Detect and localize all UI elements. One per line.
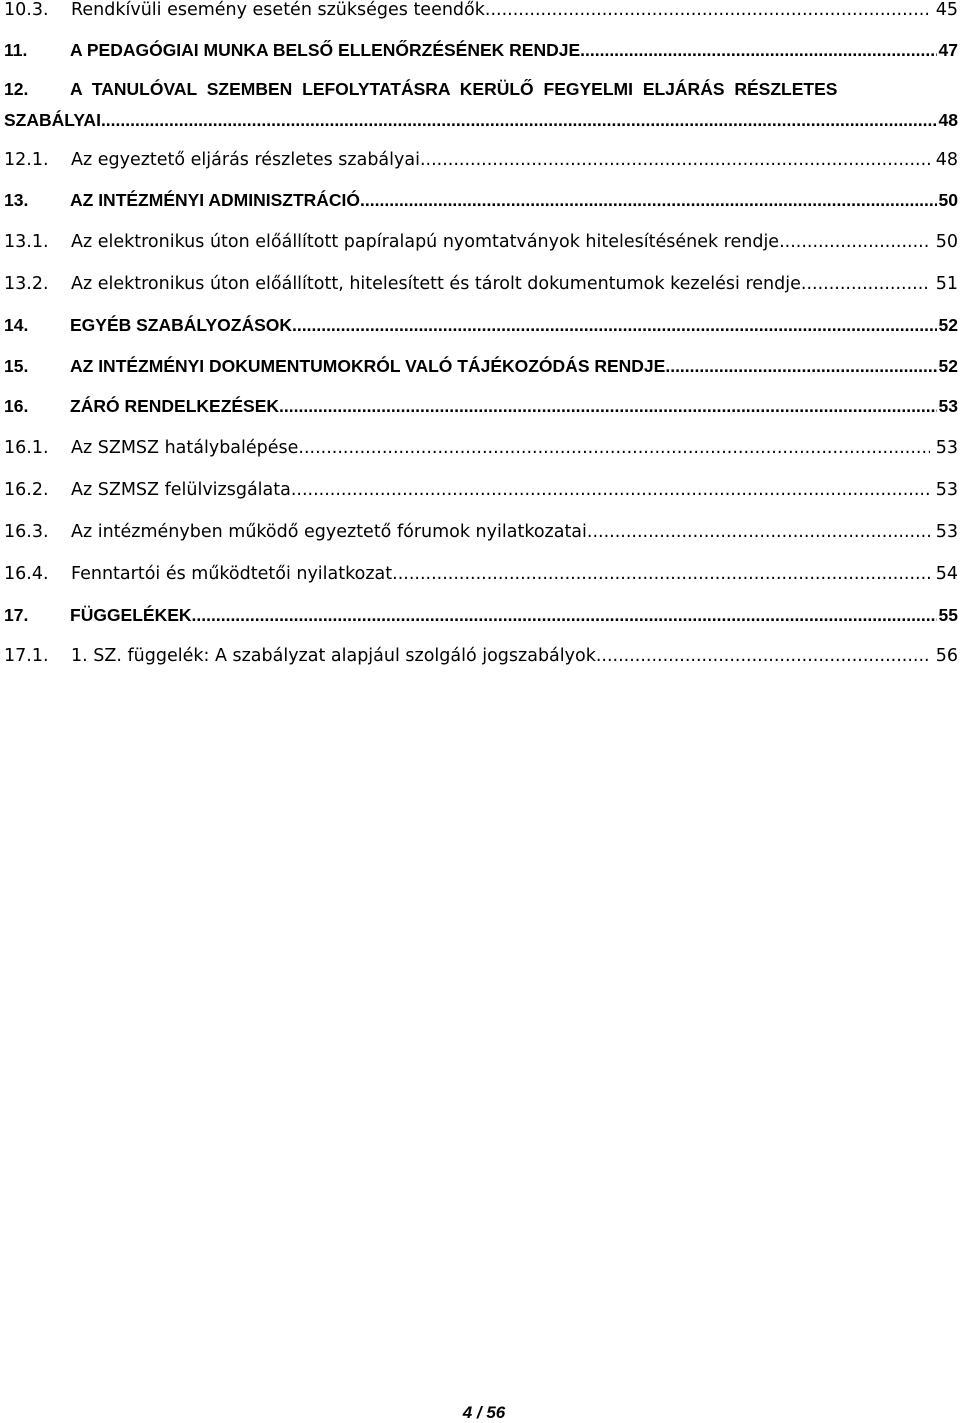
toc-entry-number: 13.: [4, 190, 29, 210]
toc-entry-page: 52: [938, 315, 958, 335]
toc-dot-leader: [101, 110, 937, 131]
toc-entry-page: 48: [935, 150, 958, 170]
toc-dot-leader: [779, 232, 930, 252]
toc-dot-leader: [801, 274, 930, 294]
toc-entry-title: Az SZMSZ hatálybalépése: [71, 438, 299, 458]
toc-entry-page: 50: [935, 232, 958, 252]
page-number-footer: 4 / 56: [462, 1403, 506, 1422]
toc-entry-10-3[interactable]: [4, 0, 958, 26]
toc-dot-leader: [292, 315, 937, 336]
toc-entry-title: Fenntartói és működtetői nyilatkozat: [71, 564, 393, 584]
toc-dot-leader: [392, 564, 930, 584]
toc-entry-number: 12.: [4, 79, 29, 99]
toc-entry-title: AZ INTÉZMÉNYI ADMINISZTRÁCIÓ: [70, 190, 361, 210]
toc-entry-page: 55: [938, 605, 958, 625]
toc-entry-number: 12.1.: [4, 150, 49, 170]
toc-entry-page: 48: [938, 110, 958, 130]
toc-entry-number: 16.: [4, 396, 29, 416]
toc-entry-15[interactable]: [4, 356, 958, 382]
toc-entry-title-line1: A TANULÓVAL SZEMBEN LEFOLYTATÁSRA KERÜLŐ FEGYELMI ELJÁRÁS RÉSZLETES: [70, 79, 838, 99]
toc-entry-number: 14.: [4, 315, 29, 335]
toc-entry-14[interactable]: [4, 315, 958, 341]
toc-entry-title: 1. SZ. függelék: A szabályzat alapjául szolgáló jogszabályok: [71, 646, 596, 666]
toc-entry-number: 16.1.: [4, 438, 49, 458]
toc-entry-title: SZABÁLYAI: [4, 110, 101, 130]
toc-entry-12-1[interactable]: [4, 150, 958, 176]
toc-entry-number: 11.: [4, 40, 28, 60]
toc-entry-page: 54: [935, 564, 958, 584]
toc-entry-12-line1[interactable]: [4, 79, 958, 105]
toc-entry-page: 50: [938, 190, 958, 210]
toc-entry-11[interactable]: [4, 40, 958, 66]
toc-dot-leader: [665, 356, 936, 377]
toc-entry-number: 10.3.: [4, 0, 49, 20]
toc-entry-page: 51: [935, 274, 958, 294]
toc-entry-number: 17.: [4, 605, 29, 625]
toc-entry-number: 17.1.: [4, 646, 49, 666]
toc-entry-title: EGYÉB SZABÁLYOZÁSOK: [70, 315, 293, 335]
toc-dot-leader: [580, 40, 936, 61]
toc-dot-leader: [298, 438, 929, 458]
toc-entry-12-line2[interactable]: [4, 110, 958, 136]
toc-entry-page: 47: [938, 40, 958, 60]
toc-entry-number: 15.: [4, 356, 29, 376]
toc-entry-title: Az SZMSZ felülvizsgálata: [71, 480, 291, 500]
toc-entry-page: 53: [935, 480, 958, 500]
toc-entry-title: Az egyeztető eljárás részletes szabályai: [71, 150, 420, 170]
toc-dot-leader: [485, 0, 930, 20]
toc-entry-page: 45: [935, 0, 958, 20]
toc-entry-17[interactable]: [4, 605, 958, 631]
toc-entry-16-3[interactable]: [4, 522, 958, 548]
toc-dot-leader: [420, 150, 930, 170]
toc-entry-13[interactable]: [4, 190, 958, 216]
toc-entry-page: 52: [938, 356, 958, 376]
toc-entry-title: Az elektronikus úton előállított, hitelesített és tárolt dokumentumok kezelési rendje: [71, 274, 801, 294]
toc-entry-16-2[interactable]: [4, 480, 958, 506]
toc-entry-number: 16.3.: [4, 522, 49, 542]
toc-entry-title: Az intézményben működő egyeztető fórumok nyilatkozatai: [71, 522, 587, 542]
toc-dot-leader: [291, 480, 930, 500]
toc-dot-leader: [192, 605, 937, 626]
toc-entry-16-4[interactable]: [4, 564, 958, 590]
toc-dot-leader: [596, 646, 930, 666]
toc-entry-13-2[interactable]: [4, 274, 958, 300]
toc-entry-number: 16.4.: [4, 564, 49, 584]
toc-entry-page: 53: [935, 438, 958, 458]
toc-dot-leader: [360, 190, 936, 211]
toc-entry-title: AZ INTÉZMÉNYI DOKUMENTUMOKRÓL VALÓ TÁJÉKOZÓDÁS RENDJE: [70, 356, 666, 376]
toc-entry-16-1[interactable]: [4, 438, 958, 464]
toc-dot-leader: [587, 522, 930, 542]
toc-entry-title: Az elektronikus úton előállított papíralapú nyomtatványok hitelesítésének rendje: [71, 232, 780, 252]
toc-entry-page: 53: [938, 396, 958, 416]
toc-entry-13-1[interactable]: [4, 232, 958, 258]
toc-entry-16[interactable]: [4, 396, 958, 422]
toc-entry-page: 56: [935, 646, 958, 666]
toc-dot-leader: [279, 396, 936, 417]
toc-entry-number: 13.2.: [4, 274, 49, 294]
toc-entry-title: FÜGGELÉKEK: [70, 605, 192, 625]
toc-entry-17-1[interactable]: [4, 646, 958, 672]
toc-entry-title: Rendkívüli esemény esetén szükséges teendők: [71, 0, 485, 20]
toc-entry-number: 16.2.: [4, 480, 49, 500]
toc-entry-title: ZÁRÓ RENDELKEZÉSEK: [70, 396, 280, 416]
toc-entry-title: A PEDAGÓGIAI MUNKA BELSŐ ELLENŐRZÉSÉNEK RENDJE: [70, 40, 581, 60]
toc-entry-page: 53: [935, 522, 958, 542]
toc-entry-number: 13.1.: [4, 232, 49, 252]
